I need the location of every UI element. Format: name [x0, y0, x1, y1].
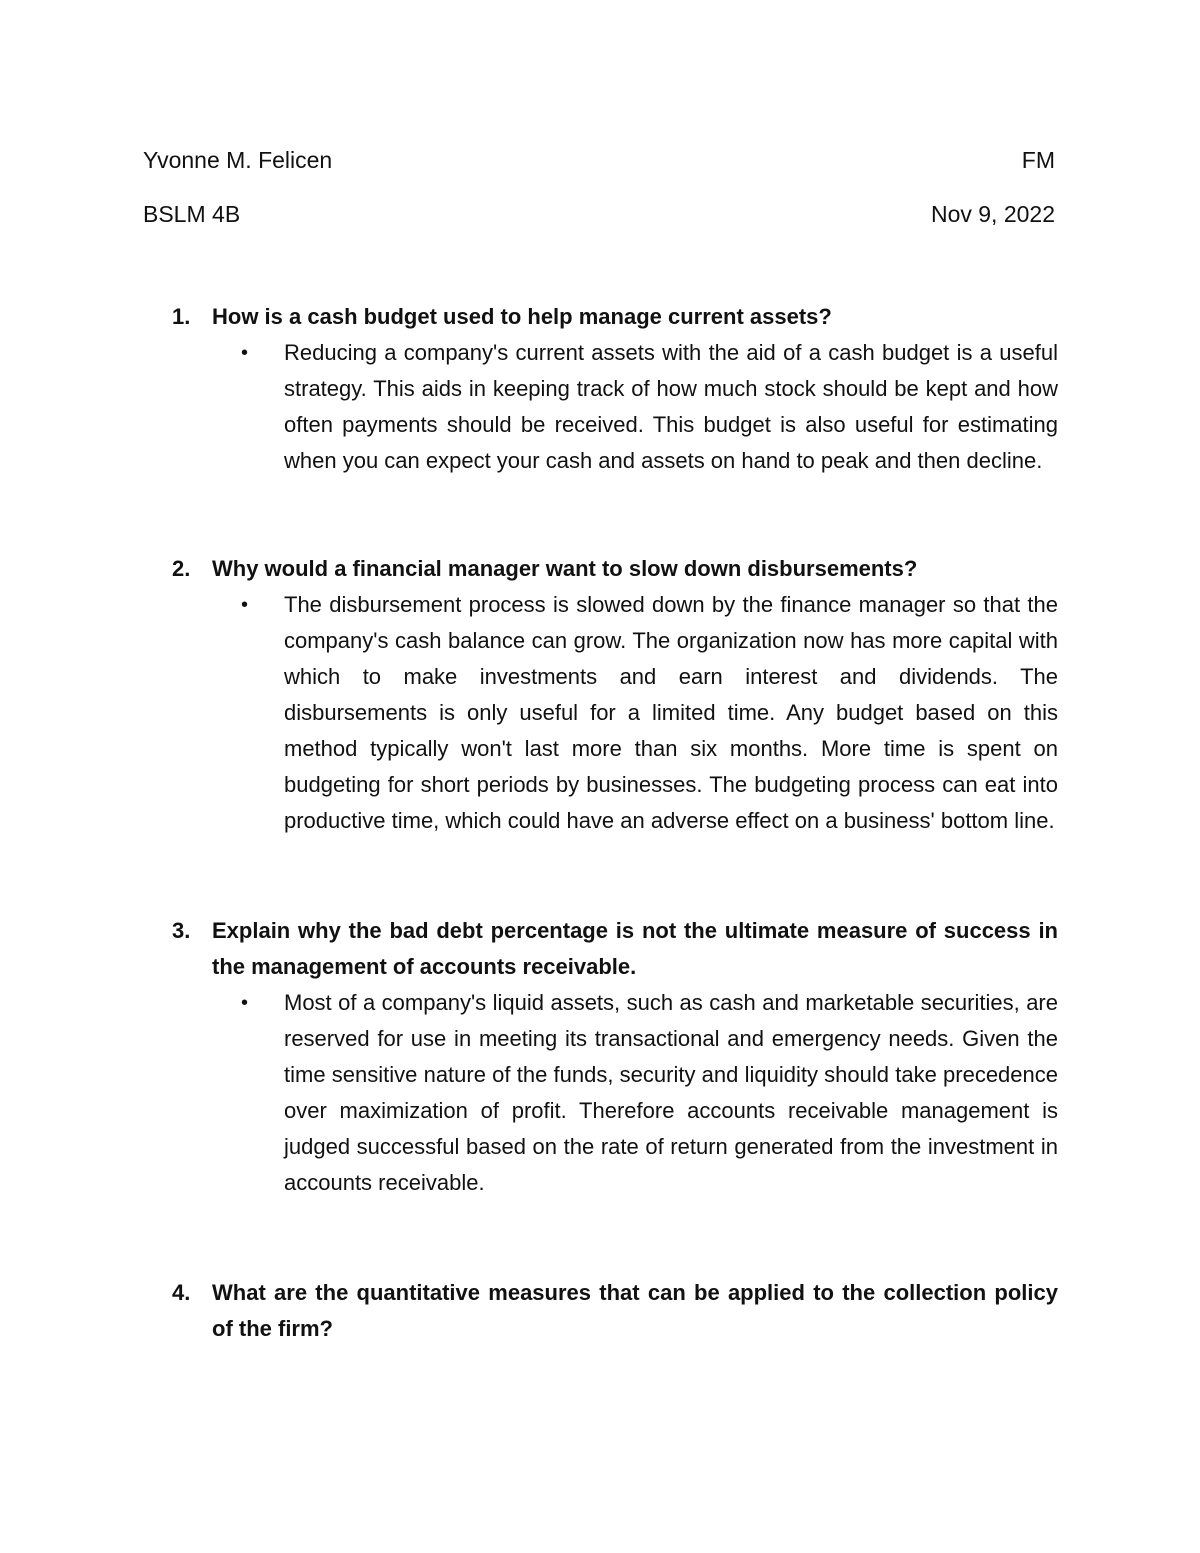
student-name: Yvonne M. Felicen	[143, 147, 333, 173]
answer-item	[241, 335, 1058, 479]
question-1	[172, 299, 1058, 479]
question-text: How is a cash budget used to help manage current assets?	[212, 304, 832, 329]
question-3	[172, 913, 1058, 1201]
answer-item	[241, 985, 1058, 1201]
question-heading	[172, 1275, 1058, 1347]
question-text: Why would a financial manager want to slow down disbursements?	[212, 556, 918, 581]
header-row-2	[143, 200, 1055, 228]
question-text: What are the quantitative measures that can be applied to the collection policy of the firm?	[212, 1280, 1058, 1341]
section-label: BSLM 4B	[143, 201, 241, 227]
answer-text: The disbursement process is slowed down by the finance manager so that the company's cash balance can grow. The organization now has more capital with which to make investments and earn interest and dividends. The disbursements is only useful for a limited time. Any budget based on this method typically won't last more than six months. More time is spent on budgeting for short periods by businesses. The budgeting process can eat into productive time, which could have an adverse effect on a business' bottom line.	[284, 592, 1058, 833]
question-heading	[172, 551, 1058, 587]
date-label: Nov 9, 2022	[930, 201, 1055, 227]
bullet-icon: •	[241, 342, 249, 364]
header-row-1	[143, 146, 1055, 174]
question-4	[172, 1275, 1058, 1347]
answer-item	[241, 587, 1058, 839]
subject-code: FM	[1021, 147, 1055, 173]
question-heading	[172, 913, 1058, 985]
bullet-icon: •	[241, 992, 249, 1014]
answer-text: Most of a company's liquid assets, such as cash and marketable securities, are reserved for use in meeting its transactional and emergency needs. Given the time sensitive nature of the funds, security and liquidity should take precedence over maximization of profit. Therefore accounts receivable management is judged successful based on the rate of return generated from the investment in accounts receivable.	[284, 990, 1058, 1195]
question-heading	[172, 299, 1058, 335]
question-text: Explain why the bad debt percentage is not the ultimate measure of success in the management of accounts receivable.	[212, 918, 1058, 979]
answer-text: Reducing a company's current assets with the aid of a cash budget is a useful strategy. This aids in keeping track of how much stock should be kept and how often payments should be received. This budget is also useful for estimating when you can expect your cash and assets on hand to peak and then decline.	[284, 340, 1058, 473]
question-number: 2.	[172, 556, 191, 581]
bullet-icon: •	[241, 594, 249, 616]
question-number: 3.	[172, 918, 191, 943]
question-number: 1.	[172, 304, 191, 329]
question-number: 4.	[172, 1280, 191, 1305]
question-2	[172, 551, 1058, 839]
